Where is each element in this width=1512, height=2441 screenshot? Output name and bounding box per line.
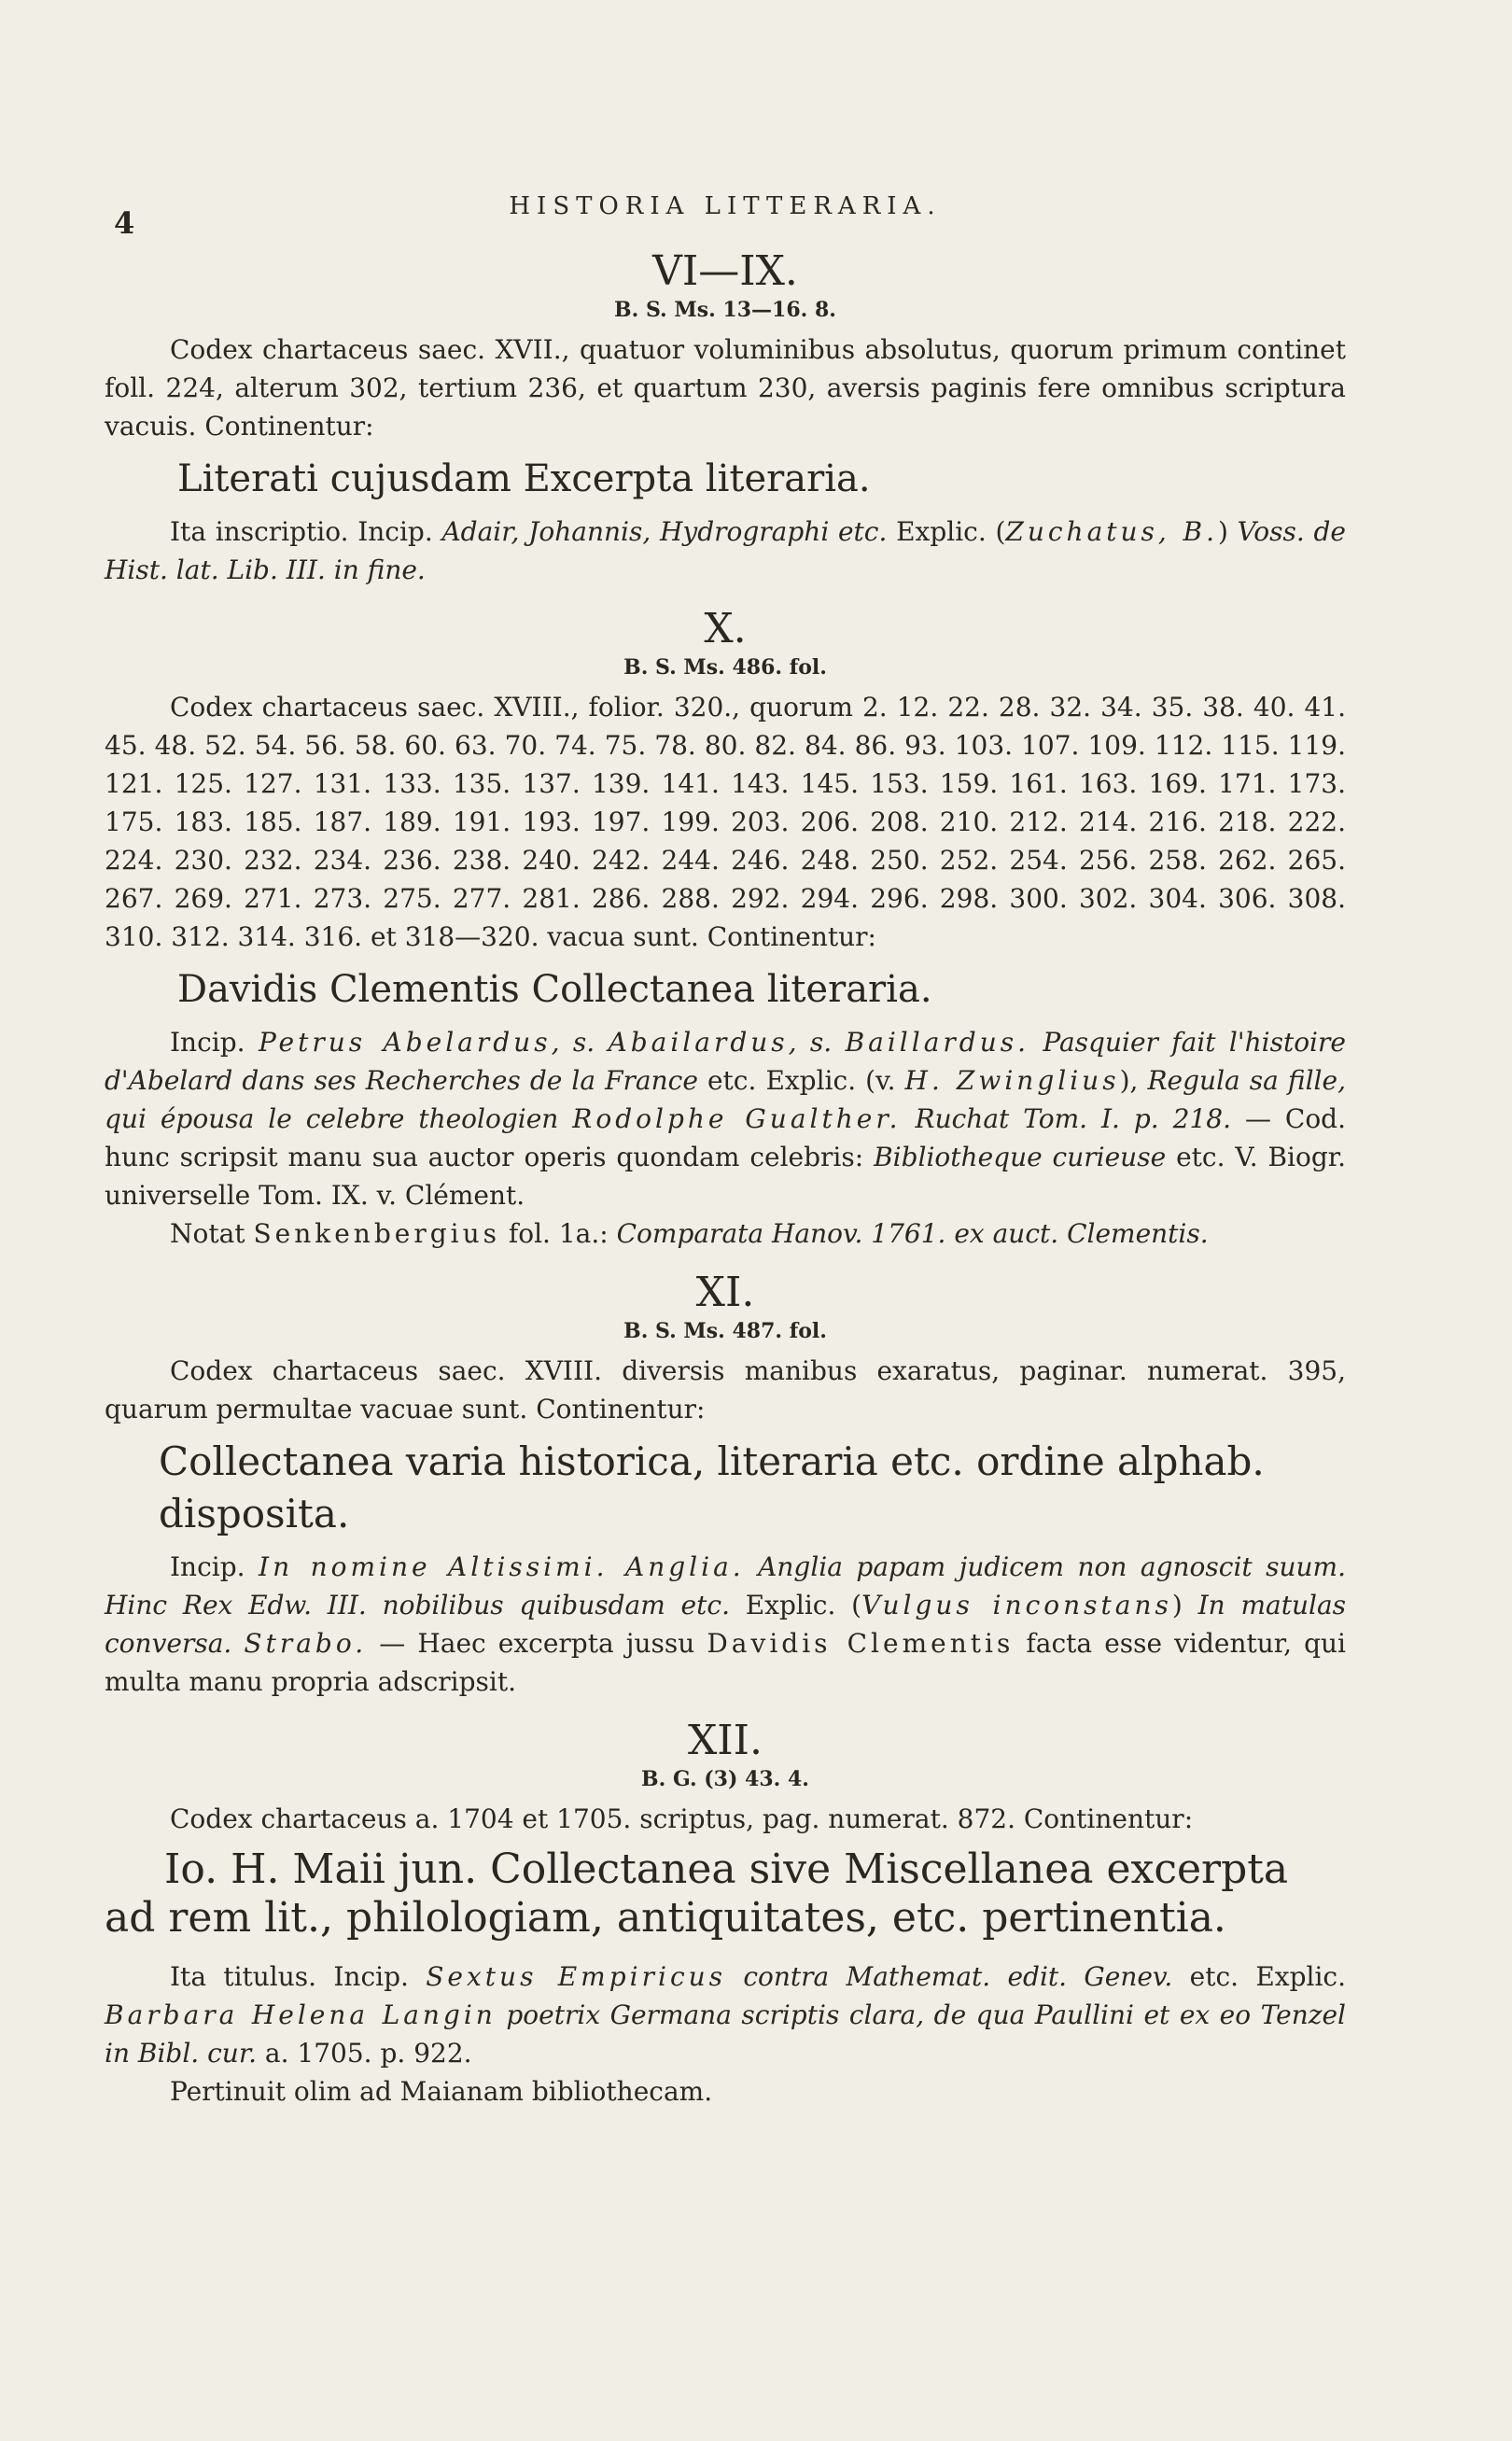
shelfmark: B. S. Ms. 13—16. 8. [614,298,836,322]
incipit-explicit: Ita inscriptio. Incip. Adair, Johannis, Hydrographi etc. Explic. (Zuchatus, B.) Voss. de Hist. lat. Lib. III. in fine. [105,516,1347,585]
work-title: Davidis Clementis Collectanea literaria. [177,968,932,1011]
codex-description: Codex chartaceus saec. XVII., quatuor voluminibus absolutus, quorum primum continet foll. 224, alterum 302, tertium 236, et quartum 230, aversis paginis fere omnibus scriptura vacuis. Continentur: [105,334,1346,442]
section-xi [105,1270,1346,1701]
section-vi-ix [105,248,1346,589]
running-head [105,187,1346,243]
section-numeral: XII. [687,1717,763,1764]
section-numeral: VI—IX. [652,247,798,295]
incipit-explicit: Incip. In nomine Altissimi. Anglia. Anglia papam judicem non agnoscit suum. Hinc Rex Edw. III. nobilibus quibusdam etc. Explic. (Vulgus inconstans) In matulas conversa. Strabo. — Haec excerpta jussu Davidis Clementis facta esse videntur, qui multa manu propria adscripsit. [105,1551,1347,1697]
notat-line: Notat Senkenbergius fol. 1a.: Comparata Hanov. 1761. ex auct. Clementis. [170,1218,1209,1249]
codex-description: Codex chartaceus saec. XVIII., folior. 320., quorum 2. 12. 22. 28. 32. 34. 35. 38. 40. 41. 45. 48. 52. 54. 56. 58. 60. 63. 70. 74. 75. 78. 80. 82. 84. 86. 93. 103. 107. 109. 112. 115. 119. 121. 125. 127. 131. 133. 135. 137. 139. 141. 143. 145. 153. 159. 161. 163. 169. 171. 173. 175. 183. 185. 187. 189. 191. 193. 197. 199. 203. 206. 208. 210. 212. 214. 216. 218. 222. 224. 230. 232. 234. 236. 238. 240. 242. 244. 246. 248. 250. 252. 254. 256. 258. 262. 265. 267. 269. 271. 273. 275. 277. 281. 286. 288. 292. 294. 296. 298. 300. 302. 304. 306. 308. 310. 312. 314. 316. et 318—320. vacua sunt. Continentur: [105,692,1346,952]
codex-description: Codex chartaceus saec. XVIII. diversis manibus exaratus, paginar. numerat. 395, quarum permultae vacuae sunt. Continentur: [105,1355,1346,1424]
section-xii [105,1718,1346,2111]
provenance-note: Pertinuit olim ad Maianam bibliothecam. [170,2076,713,2107]
codex-description: Codex chartaceus a. 1704 et 1705. scriptus, pag. numerat. 872. Continentur: [170,1803,1194,1834]
incipit-explicit: Incip. Petrus Abelardus, s. Abailardus, s. Baillardus. Pasquier fait l'histoire d'Abelard dans ses Recherches de la France etc. Explic. (v. H. Zwinglius), Regula sa fille, qui épousa le celebre theologien Rodolphe Gualther. Ruchat Tom. I. p. 218. — Cod. hunc scripsit manu sua auctor operis quondam celebris: Bibliotheque curieuse etc. V. Biogr. universelle Tom. IX. v. Clément. [105,1027,1347,1211]
page-content [105,187,1346,2111]
section-numeral: X. [704,605,747,652]
shelfmark: B. S. Ms. 486. fol. [623,655,827,680]
running-title: HISTORIA LITTERARIA. [509,192,942,220]
shelfmark: B. S. Ms. 487. fol. [623,1319,827,1343]
work-title: Literati cujusdam Excerpta literaria. [177,457,871,500]
section-numeral: XI. [695,1269,755,1316]
section-x [105,606,1346,1253]
shelfmark: B. G. (3) 43. 4. [641,1767,809,1791]
work-title: Io. H. Maii jun. Collectanea sive Miscellanea excerpta ad rem lit., philologiam, antiquitates, etc. pertinentia. [105,1845,1289,1942]
work-title: Collectanea varia historica, literaria etc. ordine alphab. disposita. [159,1438,1265,1536]
page-number: 4 [114,205,135,241]
incipit-explicit: Ita titulus. Incip. Sextus Empiricus contra Mathemat. edit. Genev. etc. Explic. Barbara Helena Langin poetrix Germana scriptis clara, de qua Paullini et ex eo Tenzel in Bibl. cur. a. 1705. p. 922. [105,1961,1347,2069]
